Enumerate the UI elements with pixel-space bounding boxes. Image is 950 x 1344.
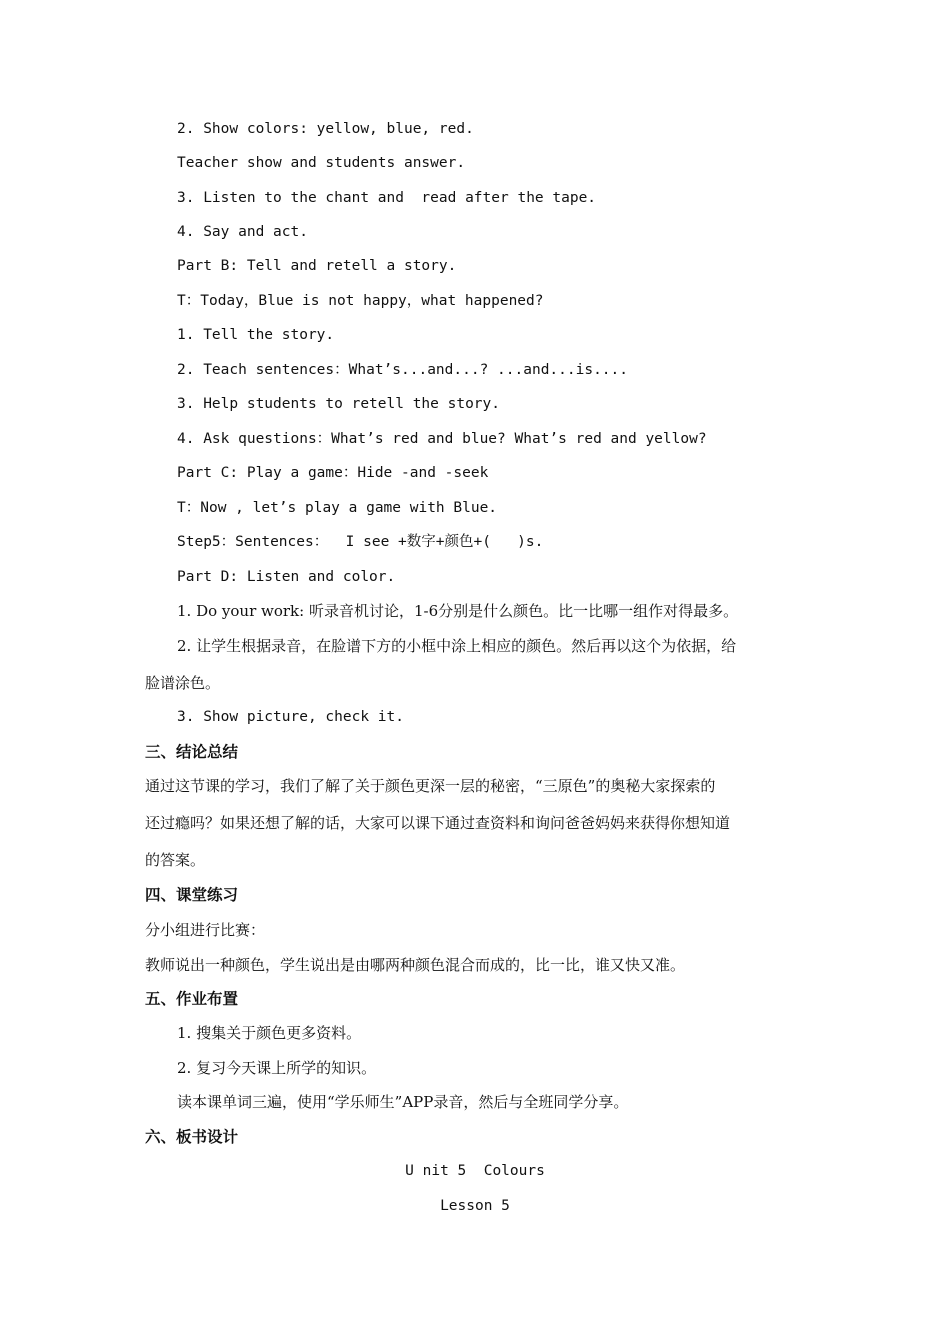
part-c-heading: Part C: Play a game：Hide -and -seek — [177, 465, 489, 481]
step-show-colors: 2. Show colors: yellow, blue, red. — [177, 121, 474, 137]
step-say-act: 4. Say and act. — [177, 224, 308, 240]
part-b-heading: Part B: Tell and retell a story. — [177, 258, 457, 274]
step5-sentences: Step5：Sentences： I see +数字+颜色+( )s. — [177, 534, 544, 550]
section-practice-heading: 四、课堂练习 — [145, 886, 239, 904]
part-d-heading: Part D: Listen and color. — [177, 569, 396, 585]
step-listen-chant: 3. Listen to the chant and read after the tape. — [177, 190, 597, 206]
teacher-blue-line: T：Today，Blue is not happy，what happened? — [177, 293, 544, 309]
teacher-show-line: Teacher show and students answer. — [177, 155, 466, 171]
section-board-heading: 六、板书设计 — [145, 1128, 239, 1146]
teacher-game-line: T：Now , let’s play a game with Blue. — [177, 500, 498, 516]
step-ask-questions: 4. Ask questions：What’s red and blue? What’s red and yellow? — [177, 431, 707, 447]
homework-item-1: 1. 搜集关于颜色更多资料。 — [177, 1024, 362, 1042]
section-conclusion-heading: 三、结论总结 — [145, 743, 239, 761]
practice-intro: 分小组进行比赛： — [145, 921, 266, 939]
homework-item-2: 2. 复习今天课上所学的知识。 — [177, 1059, 377, 1077]
practice-description: 教师说出一种颜色，学生说出是由哪两种颜色混合而成的，比一比，谁又快又准。 — [145, 956, 686, 974]
board-unit-title: U nit 5 Colours — [405, 1163, 545, 1179]
step-do-work: 1. Do your work: 听录音机讨论，1-6分别是什么颜色。比一比哪一组作对得最多。 — [177, 602, 739, 620]
board-lesson-title: Lesson 5 — [440, 1198, 510, 1214]
section-homework-heading: 五、作业布置 — [145, 990, 239, 1008]
conclusion-paragraph-line3: 的答案。 — [145, 851, 206, 869]
conclusion-paragraph-line1: 通过这节课的学习，我们了解了关于颜色更深一层的秘密，“三原色”的奥秘大家探索的 — [145, 777, 716, 795]
homework-item-3: 读本课单词三遍，使用“学乐师生”APP录音，然后与全班同学分享。 — [177, 1093, 629, 1111]
step-color-faces: 2. 让学生根据录音，在脸谱下方的小框中涂上相应的颜色。然后再以这个为依据，给 — [177, 637, 737, 655]
step-tell-story: 1. Tell the story. — [177, 327, 335, 343]
step-color-faces-cont: 脸谱涂色。 — [145, 674, 221, 692]
step-retell: 3. Help students to retell the story. — [177, 396, 501, 412]
conclusion-paragraph-line2: 还过瘾吗？如果还想了解的话，大家可以课下通过查资料和询问爸爸妈妈来获得你想知道 — [145, 814, 731, 832]
step-show-picture: 3. Show picture, check it. — [177, 709, 404, 725]
step-teach-sentences: 2. Teach sentences：What’s...and...? ...and...is.... — [177, 362, 628, 378]
